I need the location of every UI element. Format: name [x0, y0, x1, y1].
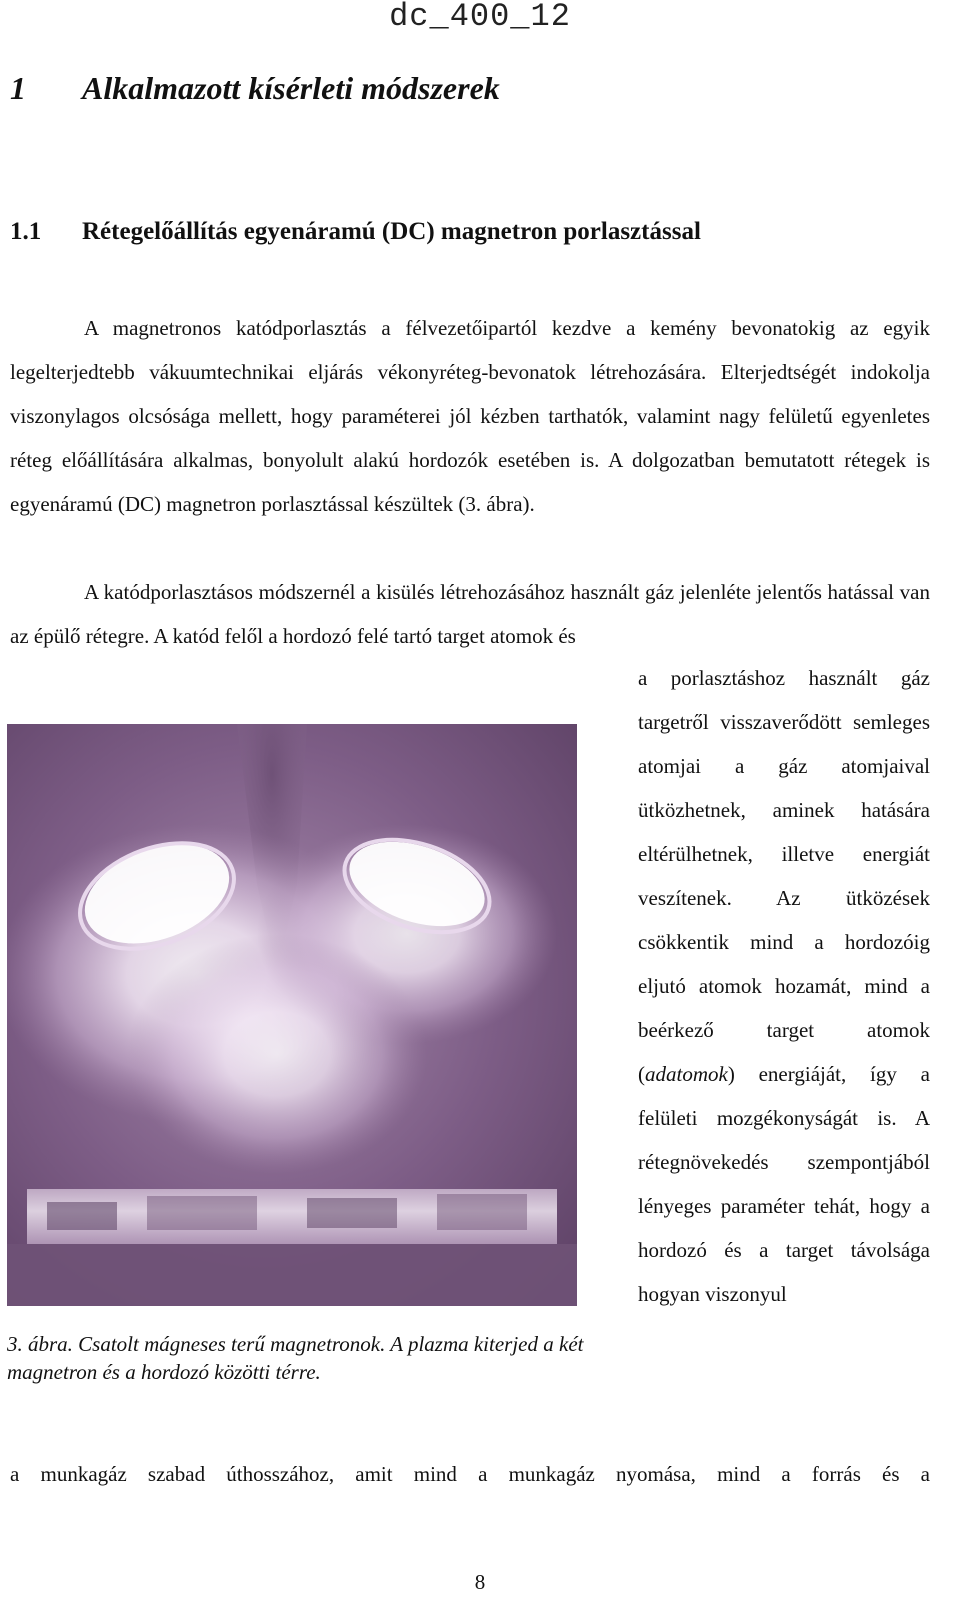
- emphasis-term: adatomok: [645, 1062, 728, 1086]
- paragraph-1: A magnetronos katódporlasztás a félvezetőipartól kezdve a kemény bevonatokig az egyik legelterjedtebb vákuumtechnikai eljárás vékonyréteg-bevonatok létrehozására. Elterjedtségét indokolja viszonylagos olcsósága mellett, hogy paraméterei jól kézben tarthatók, valamint nagy felületű egyenletes réteg előállítására alkalmas, bonyolult alakú hordozók esetében is. A dolgozatban bemutatott rétegek is egyenáramú (DC) magnetron porlasztással készültek (3. ábra).: [10, 316, 930, 516]
- continuation-line: a munkagáz szabad úthosszához, amit mind a munkagáz nyomása, mind a forrás és a: [10, 1462, 930, 1486]
- wrapped-column-text: [638, 656, 930, 1316]
- section-heading: [10, 218, 701, 246]
- section-number: 1.1: [10, 218, 42, 245]
- magnetron-plasma-image: [7, 724, 577, 1306]
- column-text-part-2: ) energiáját, így a felületi mozgékonyságát is. A rétegnövekedés szempontjából lényeges paraméter tehát, hogy a hordozó és a target távolsága hogyan viszonyul: [638, 1062, 930, 1306]
- column-text-part-1: a porlasztáshoz használt gáz targetről visszaverődött semleges atomjai a gáz atomjaival ütközhetnek, aminek hatására eltérülhetnek, illetve energiát veszítenek. Az ütközések csökkentik mind a hordozóig eljutó atomok hozamát, mind a beérkező target atomok (: [638, 666, 930, 1086]
- page-number: 8: [474, 1570, 486, 1594]
- chapter-heading: [10, 70, 500, 107]
- section-title: Rétegelőállítás egyenáramú (DC) magnetron porlasztással: [82, 218, 701, 245]
- figure-caption: 3. ábra. Csatolt mágneses terű magnetronok. A plazma kiterjed a két magnetron és a hordozó közötti térre.: [7, 1332, 584, 1384]
- plasma-photo: [7, 724, 577, 1306]
- chapter-number: 1: [10, 70, 26, 106]
- chapter-title: Alkalmazott kísérleti módszerek: [82, 70, 500, 106]
- paragraph-2: A katódporlasztásos módszernél a kisülés létrehozásához használt gáz jelenléte jelentős hatással van az épülő rétegre. A katód felől a hordozó felé tartó target atomok és: [10, 580, 930, 648]
- document-code: dc_400_12: [389, 0, 571, 35]
